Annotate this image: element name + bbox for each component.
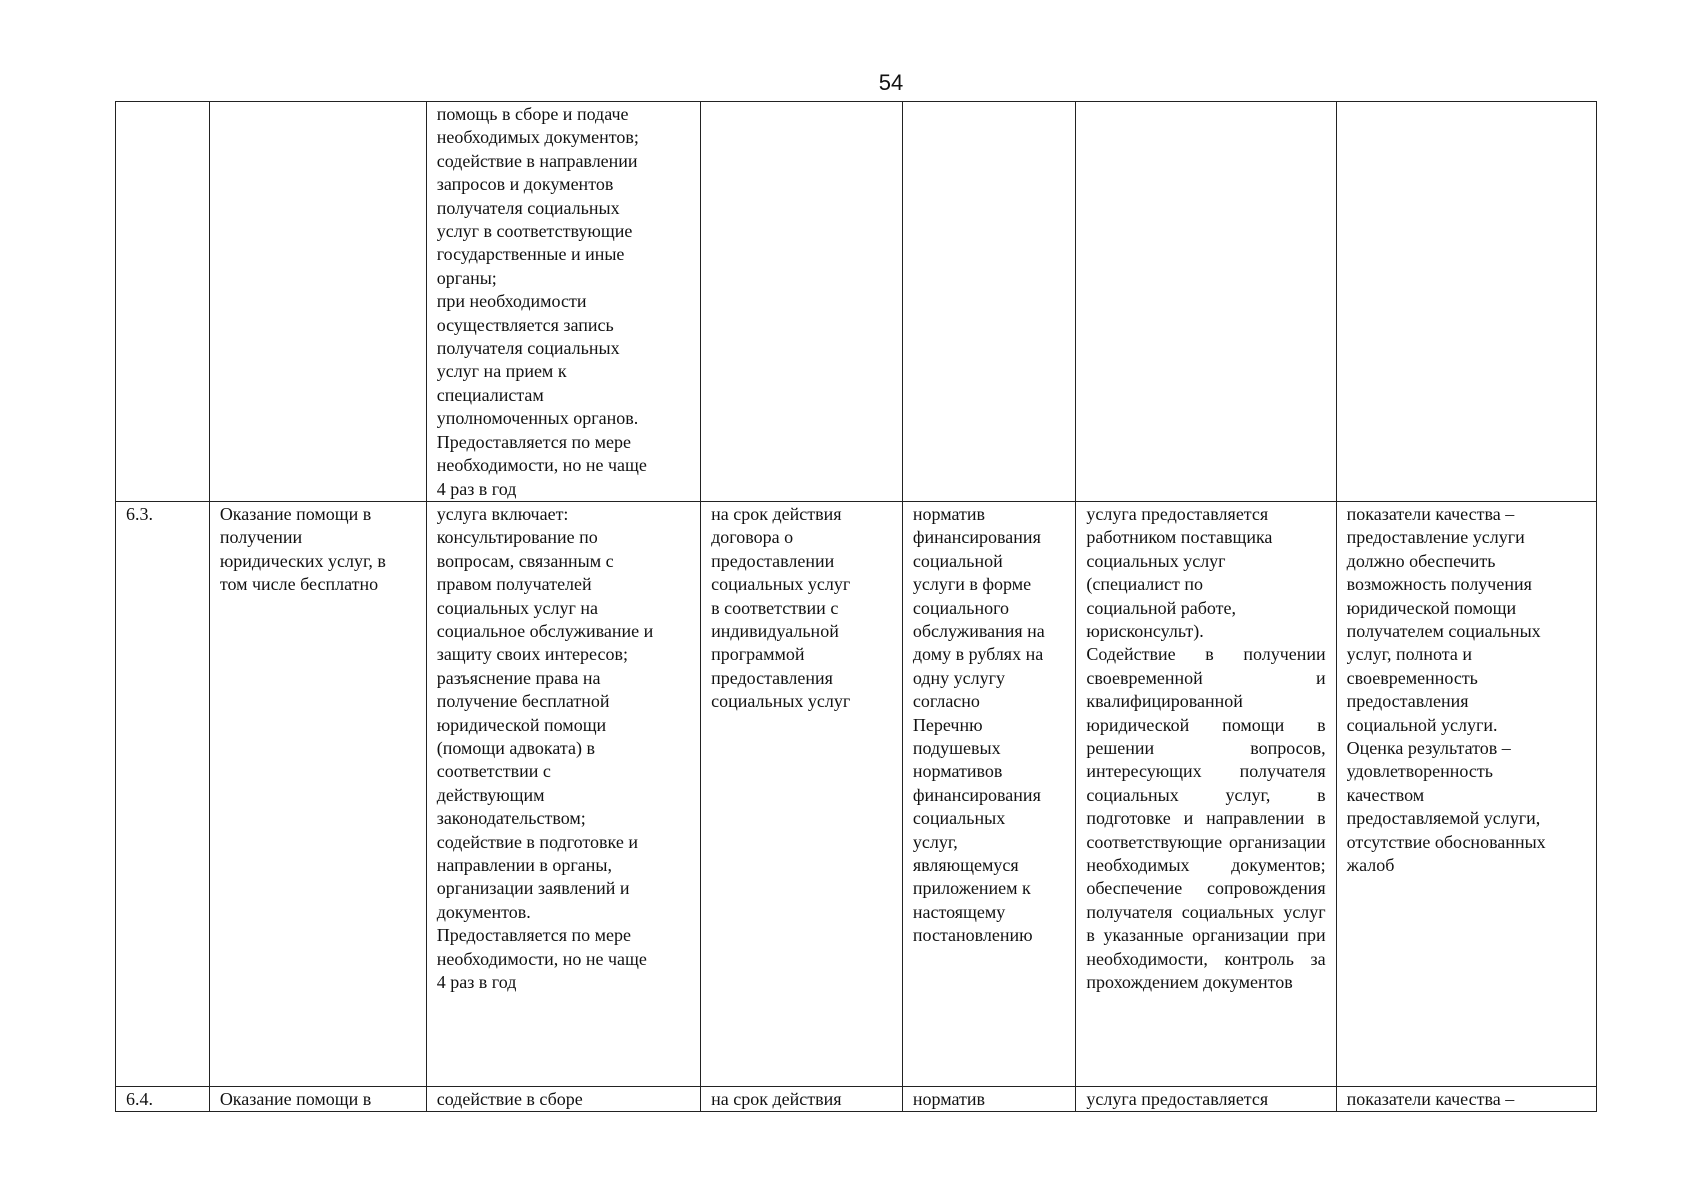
conditions-cell: услуга предоставляется [1076,1086,1336,1111]
quality-indicators-cell: показатели качества – [1336,1086,1596,1111]
financing-norm-cell: норматив [902,1086,1076,1111]
service-name-cell: Оказание помощи в получении юридических услуг, в том числе бесплатно [209,501,426,1086]
service-name-cell [209,102,426,502]
service-content-cell: услуга включает: консультирование по вопросам, связанным с правом получателей социальных услуг на социальное обслуживание и защиту своих интересов; разъяснение права на получение бесплатной юридической помощи (помощи адвоката) в соответствии с действующим законодательством; содействие в подготовке и направлении в органы, организации заявлений и документов. Предоставляется по мере необходимости, но не чаще 4 раз в год [426,501,700,1086]
table-row [116,501,1597,1086]
quality-indicators-cell [1336,102,1596,502]
page-number: 54 [878,70,904,95]
conditions-cell [1076,501,1336,1086]
conditions-cell [1076,102,1336,502]
table-row [116,102,1597,502]
quality-indicators-cell: показатели качества – предоставление услуги должно обеспечить возможность получения юридической помощи получателем социальных услуг, полнота и своевременность предоставления социальной услуги. Оценка результатов – удовлетворенность качеством предоставляемой услуги, отсутствие обоснованных жалоб [1336,501,1596,1086]
service-content-cell: помощь в сборе и подаче необходимых документов; содействие в направлении запросов и документов получателя социальных услуг в соответствующие государственные и иные органы; при необходимости осуществляется запись получателя социальных услуг на прием к специалистам уполномоченных органов. Предоставляется по мере необходимости, но не чаще 4 раз в год [426,102,700,502]
service-term-cell: на срок действия [701,1086,903,1111]
row-number-cell: 6.3. [116,501,210,1086]
row-number-cell: 6.4. [116,1086,210,1111]
services-table [115,101,1597,1112]
service-content-cell: содействие в сборе [426,1086,700,1111]
table-row [116,1086,1597,1111]
service-term-cell [701,102,903,502]
service-name-cell: Оказание помощи в [209,1086,426,1111]
row-number-cell [116,102,210,502]
service-term-cell: на срок действия договора о предоставлении социальных услуг в соответствии с индивидуальной программой предоставления социальных услуг [701,501,903,1086]
conditions-detail-text: Содействие в получении своевременной и квалифицированной юридической помощи в решении вопросов, интересующих получателя социальных услуг, в подготовке и направлении в соответствующие организации необходимых документов; обеспечение сопровождения получателя социальных услуг в указанные организации при необходимости, контроль за прохождением документов [1086,644,1326,993]
financing-norm-cell: норматив финансирования социальной услуги в форме социального обслуживания на дому в рублях на одну услугу согласно Перечню подушевых нормативов финансирования социальных услуг, являющемуся приложением к настоящему постановлению [902,501,1076,1086]
financing-norm-cell [902,102,1076,502]
conditions-intro-text: услуга предоставляется работником поставщика социальных услуг (специалист по социальной работе, юрисконсульт). [1086,503,1273,641]
